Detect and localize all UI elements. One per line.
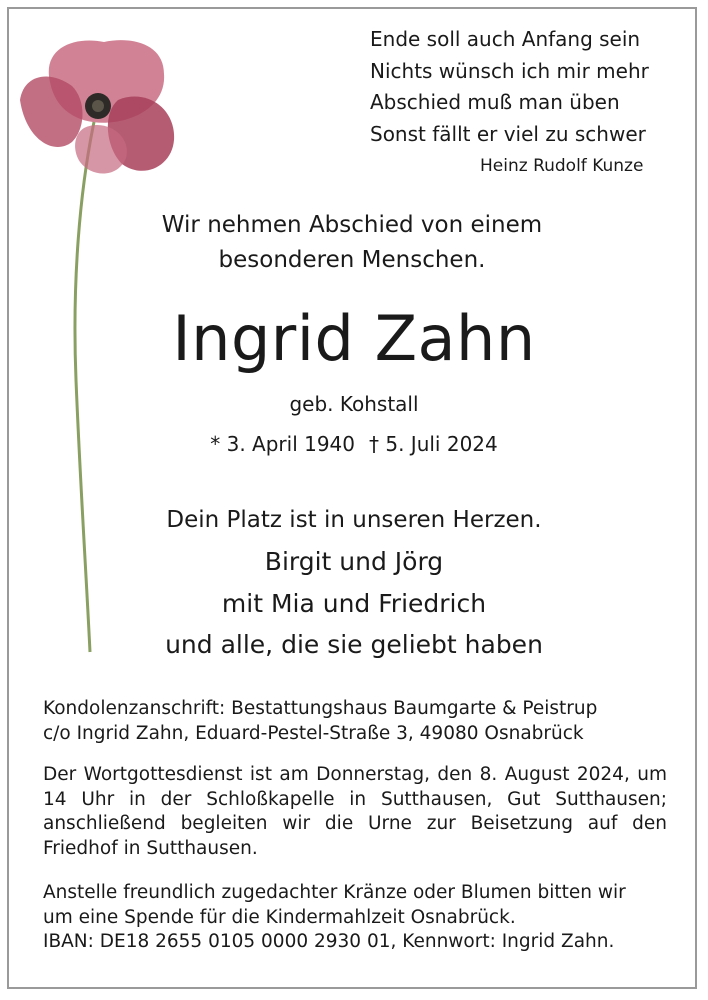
condolence-line: c/o Ingrid Zahn, Eduard-Pestel-Straße 3, 49080 Osnabrück [43,722,584,744]
mourner-line: mit Mia und Friedrich [221,588,487,618]
intro-line: besonderen Menschen. [218,247,486,273]
poem-author: Heinz Rudolf Kunze [480,156,644,176]
intro-text [0,208,706,278]
poem-line: Ende soll auch Anfang sein [370,27,641,51]
poem-line: Nichts wünsch ich mir mehr [370,58,649,83]
mourner-line: Birgit und Jörg [264,547,444,576]
birth-date: * 3. April 1940 [210,432,355,456]
deceased-name: Ingrid Zahn [172,302,536,375]
poem-line: Sonst fällt er viel zu schwer [370,121,646,146]
poem-line: Abschied muß man üben [370,90,620,114]
mourner-line: und alle, die sie geliebt haben [165,630,543,659]
poem [370,24,690,150]
service-line: Friedhof in Sutthausen. [43,837,258,859]
service-line: Der Wortgottesdienst ist am Donnerstag, den 8. August 2024, um [43,764,667,785]
donation-line: Anstelle freundlich zugedachter Kränze oder Blumen bitten wir [43,882,626,903]
condolence-line: Kondolenzanschrift: Bestattungshaus Baumgarte & Peistrup [43,698,598,719]
life-dates [0,428,708,460]
birth-name: geb. Kohstall [289,392,419,416]
service-line: anschließend begleiten wir die Urne zur Beisetzung auf den [43,813,667,834]
memorial-quote: Dein Platz ist in unseren Herzen. [166,507,542,533]
donation-line: um eine Spende für die Kindermahlzeit Osnabrück. [43,906,516,928]
service-info [43,763,667,861]
mourners-list [0,541,708,666]
condolence-address [43,697,667,746]
service-line: 14 Uhr in der Schloßkapelle in Sutthausen, Gut Sutthausen; [43,788,667,810]
intro-line: Wir nehmen Abschied von einem [161,212,543,238]
death-date: † 5. Juli 2024 [369,432,498,456]
donation-iban: IBAN: DE18 2655 0105 0000 2930 01, Kennwort: Ingrid Zahn. [43,931,615,952]
donation-info [43,881,667,955]
